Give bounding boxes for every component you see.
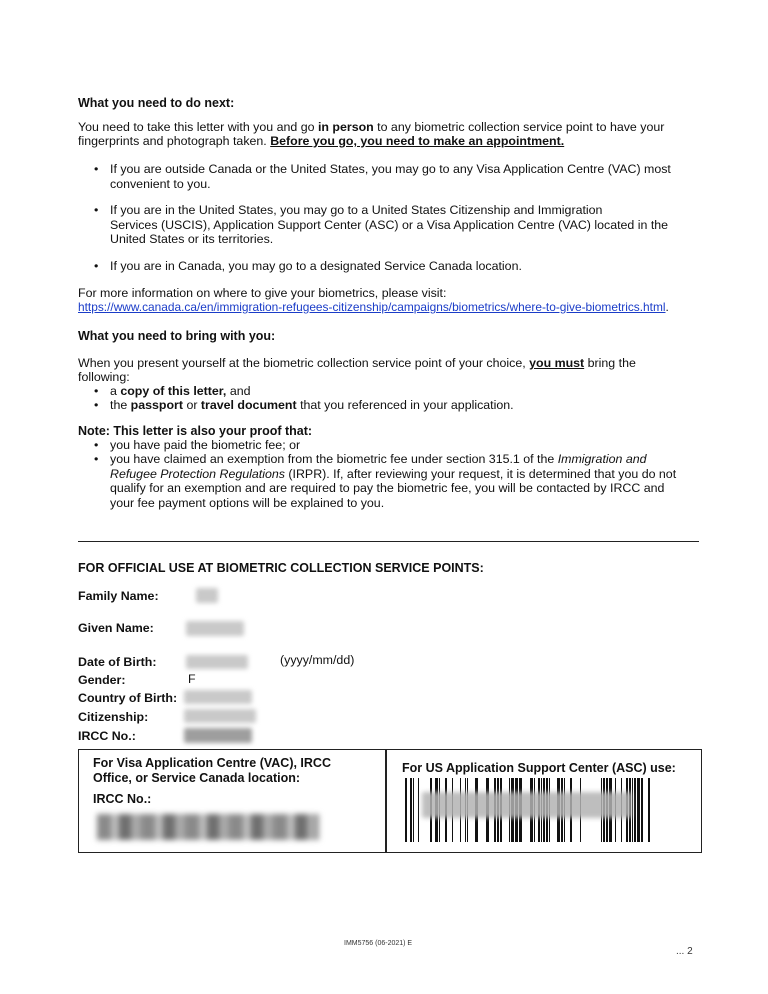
bullet-line: If you are outside Canada or the United States, you may go to any Visa Application Centre (VAC) most bbox=[110, 162, 671, 176]
barcode-bar bbox=[648, 778, 650, 842]
barcode-bar bbox=[632, 778, 633, 842]
family-name-redacted bbox=[196, 588, 218, 603]
item-bold: copy of this letter, bbox=[120, 384, 227, 398]
given-name-redacted bbox=[186, 621, 244, 636]
bullet-line: convenient to you. bbox=[110, 176, 211, 191]
intro-line2: fingerprints and photograph taken. bbox=[78, 134, 271, 148]
bring-intro-text-2: bring the bbox=[584, 356, 636, 370]
barcode-bar bbox=[413, 778, 414, 842]
item-text: the bbox=[110, 398, 131, 412]
item-text: a bbox=[110, 384, 121, 398]
vac-box-title bbox=[93, 756, 331, 786]
bring-intro bbox=[78, 356, 636, 371]
vac-barcode-redacted bbox=[97, 814, 319, 840]
gender-label: Gender: bbox=[78, 673, 126, 687]
given-name-label: Given Name: bbox=[78, 621, 154, 635]
bring-intro-line2: following: bbox=[78, 370, 130, 384]
next-steps-intro-line2 bbox=[78, 134, 564, 149]
note-italic: Refugee Protection Regulations bbox=[110, 466, 285, 481]
asc-box-title: For US Application Support Center (ASC) use: bbox=[402, 761, 676, 775]
item-text: that you referenced in your application. bbox=[296, 398, 514, 412]
item-bold: passport bbox=[130, 398, 183, 412]
you-must-text: you must bbox=[529, 356, 585, 370]
barcode-bar bbox=[418, 778, 419, 842]
barcode-bar bbox=[637, 778, 640, 842]
next-steps-intro bbox=[78, 120, 664, 135]
family-name-label: Family Name: bbox=[78, 589, 159, 603]
citizenship-redacted bbox=[184, 709, 256, 723]
bullet-line: If you are in the United States, you may go to a United States Citizenship and Immigration bbox=[110, 203, 603, 217]
intro-bold: in person bbox=[317, 120, 374, 134]
appointment-notice: Before you go, you need to make an appointment. bbox=[270, 134, 565, 148]
note-bullet-text: you have paid the biometric fee; or bbox=[110, 438, 301, 452]
item-text: and bbox=[226, 384, 251, 398]
barcode-bar bbox=[641, 778, 643, 842]
note-text: qualify for an exemption and are required to pay the biometric fee, you will be contacted by IRCC and bbox=[110, 481, 665, 496]
dob-redacted bbox=[186, 655, 248, 669]
page-number: ... 2 bbox=[676, 946, 693, 957]
intro-text: You need to take this letter with you and go bbox=[78, 120, 318, 134]
item-bold: travel document bbox=[200, 398, 297, 412]
next-steps-heading: What you need to do next: bbox=[78, 96, 235, 110]
barcode-bar bbox=[634, 778, 636, 842]
biometrics-url-line bbox=[78, 300, 669, 315]
note-heading: Note: This letter is also your proof that: bbox=[78, 424, 313, 438]
note-text: you have claimed an exemption from the biometric fee under section 315.1 of the bbox=[110, 452, 558, 466]
country-redacted bbox=[184, 690, 252, 704]
dob-label: Date of Birth: bbox=[78, 655, 157, 669]
asc-barcode-redacted bbox=[422, 792, 632, 818]
bring-heading: What you need to bring with you: bbox=[78, 329, 276, 343]
note-text: your fee payment options will be explained to you. bbox=[110, 495, 385, 510]
vac-title-line: For Visa Application Centre (VAC), IRCC bbox=[93, 756, 331, 770]
official-use-heading: FOR OFFICIAL USE AT BIOMETRIC COLLECTION SERVICE POINTS: bbox=[78, 561, 484, 575]
intro-text-2: to any biometric collection service point to have your bbox=[373, 120, 665, 134]
bullet-line: United States or its territories. bbox=[110, 232, 274, 247]
url-suffix: . bbox=[665, 300, 669, 314]
bullet-line: Services (USCIS), Application Support Center (ASC) or a Visa Application Centre (VAC) located in the bbox=[110, 217, 669, 232]
biometrics-url-link[interactable]: https://www.canada.ca/en/immigration-refugees-citizenship/campaigns/biometrics/where-to-give-biometrics.html bbox=[78, 300, 666, 314]
citizenship-label: Citizenship: bbox=[78, 710, 149, 724]
vac-box bbox=[78, 749, 387, 853]
ircc-no-label: IRCC No.: bbox=[78, 729, 136, 743]
vac-title-line: Office, or Service Canada location: bbox=[93, 771, 301, 785]
item-text: or bbox=[183, 398, 201, 412]
country-of-birth-label: Country of Birth: bbox=[78, 691, 178, 705]
vac-ircc-label: IRCC No.: bbox=[93, 792, 152, 806]
ircc-no-redacted bbox=[184, 728, 252, 743]
note-text: (IRPR). If, after reviewing your request, it is determined that you do not bbox=[284, 466, 677, 481]
section-divider bbox=[78, 541, 699, 542]
gender-value: F bbox=[188, 672, 196, 686]
note-italic: Immigration and bbox=[557, 452, 647, 466]
bullet-line: If you are in Canada, you may go to a designated Service Canada location. bbox=[110, 259, 522, 273]
form-code: IMM5756 (06-2021) E bbox=[344, 940, 413, 947]
barcode-bar bbox=[405, 778, 407, 842]
asc-box bbox=[385, 749, 702, 853]
letter-page: What you need to do next: You need to take this letter with you and go in person to any biometric collection service point to have your fingerprints and photograph taken. Before you go, you need to make an appointment. • If you are outside Canada or the United States, you may go to any Visa Application Centre (VAC) most convenient to you. • If you are in the United States, you may go to a United States Citizenship and Immigration Services (USCIS), Application Support Center (ASC) or a Visa Application Centre (VAC) located in the United States or its territories. • If you are in Canada, you may go to a designated Service Canada location. For more information on where to give your biometrics, please visit: https://www.canada.ca/en/immigration-refugees-citizenship/campaigns/biometrics/where-to-give-biometrics.html. What you need to bring with you: When you present yourself at the biometric collection service point of your choice, you must bring the following: • a copy of this letter, and • the passport or travel document that you referenced in your application. Note: This letter is also your proof that: • you have paid the biometric fee; or • you have claimed an exemption from the biometric fee under section 315.1 of the Immigration and Refugee Protection Regulations (IRPR). If, after reviewing your request, it is determined that you do not qualify for an exemption and are required to pay the biometric fee, you will be contacted by IRCC and your fee payment options will be explained to you. FOR OFFICIAL USE AT BIOMETRIC COLLECTION SERVICE POINTS: Family Name: Given Name: Date of Birth: (yyyy/mm/dd) Gender: F Country of Birth: Citizenship: IRCC No.: For Visa Application Centre (VAC), IRCC Office, or Service Canada location: IRCC No.: For US Application Support Center (ASC) use: IMM5756 (06-2021) E ... 2 bbox=[0, 0, 768, 994]
more-info-text: For more information on where to give your biometrics, please visit: bbox=[78, 286, 447, 300]
dob-format: (yyyy/mm/dd) bbox=[280, 653, 355, 667]
bring-intro-text: When you present yourself at the biometric collection service point of your choice, bbox=[78, 356, 530, 370]
barcode-bar bbox=[410, 778, 412, 842]
